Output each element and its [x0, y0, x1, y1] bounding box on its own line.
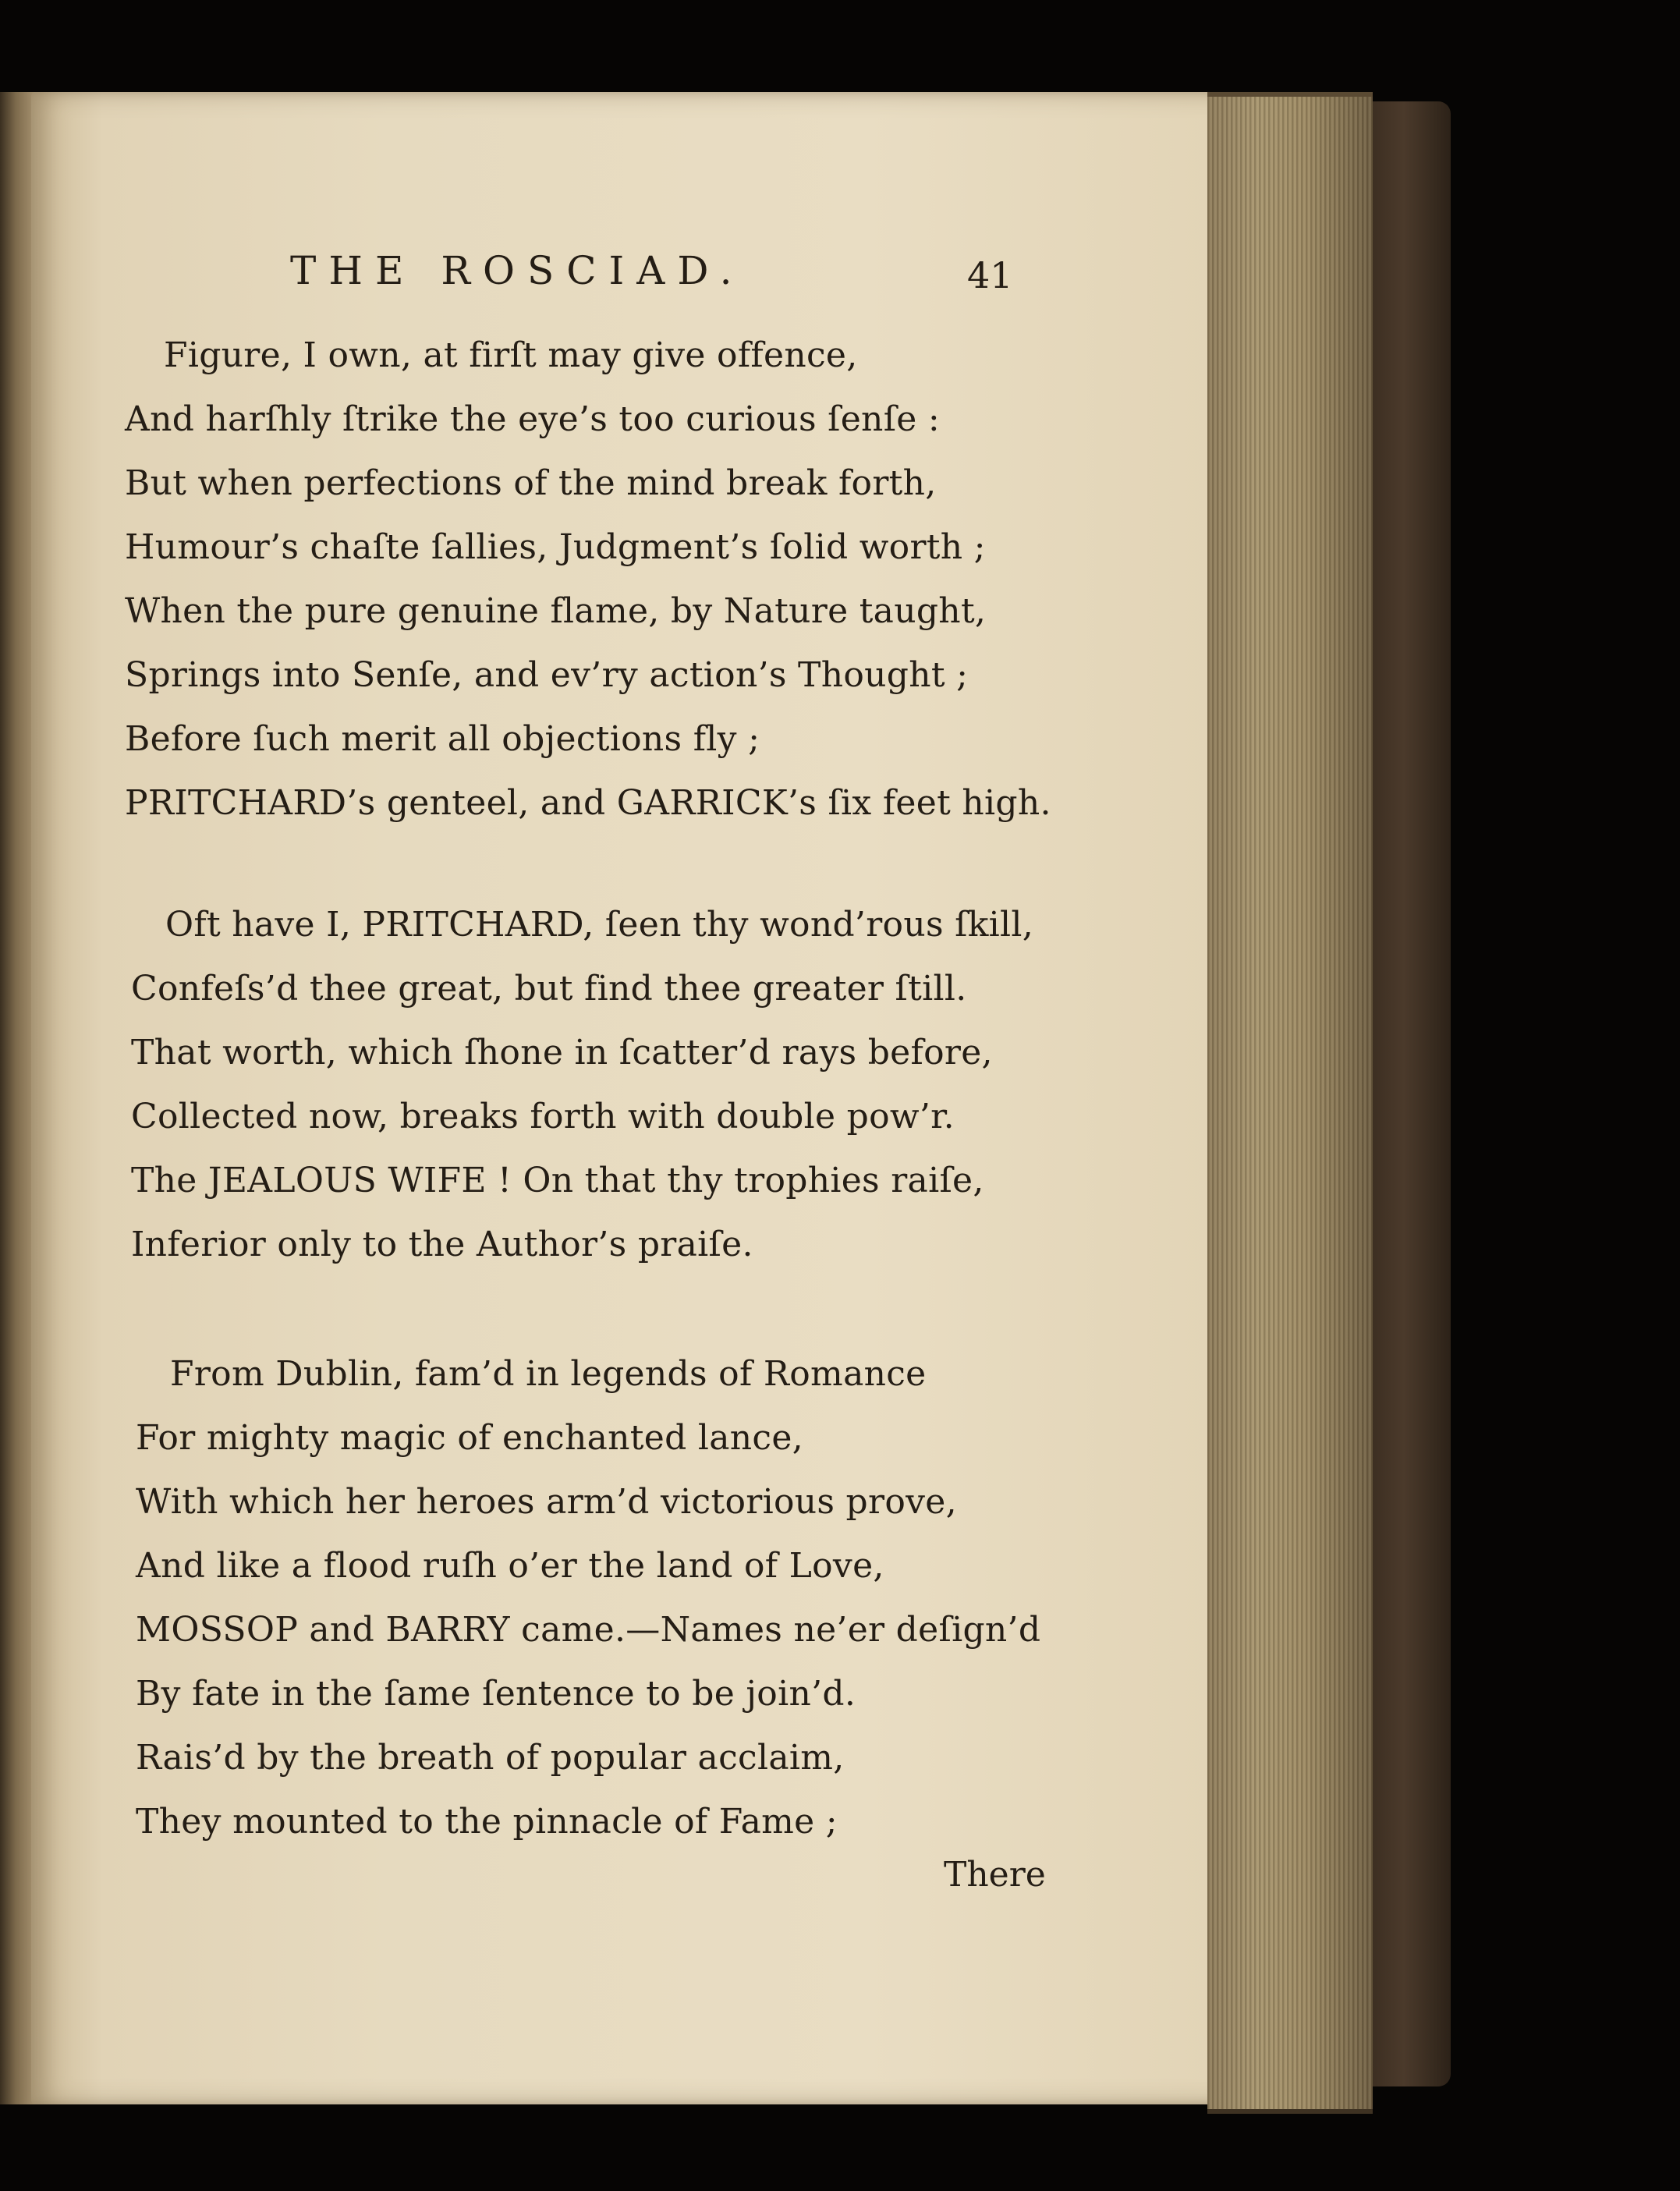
- verse-line: By fate in the ſame ſentence to be join’d.: [136, 1674, 856, 1714]
- verse-line: MOSSOP and BARRY came.—Names ne’er deſign’d: [136, 1610, 1041, 1650]
- verse-line: And like a flood ruſh o’er the land of Love,: [136, 1546, 884, 1586]
- verse-line: But when perfections of the mind break forth,: [125, 463, 937, 503]
- catchword: There: [944, 1855, 1046, 1895]
- verse-line: And harſhly ſtrike the eye’s too curious ſenſe :: [125, 399, 941, 439]
- verse-line: They mounted to the pinnacle of Fame ;: [136, 1802, 838, 1842]
- verse-line: The JEALOUS WIFE ! On that thy trophies raiſe,: [131, 1161, 984, 1200]
- verse-line: Figure, I own, at firſt may give offence,: [164, 335, 858, 375]
- verse-line: For mighty magic of enchanted lance,: [136, 1418, 803, 1458]
- running-title: THE ROSCIAD.: [290, 248, 745, 293]
- verse-line: Springs into Senſe, and ev’ry action’s Thought ;: [125, 655, 969, 695]
- verse-line: When the pure genuine flame, by Nature taught,: [125, 591, 987, 631]
- verse-line: Humour’s chaſte ſallies, Judgment’s ſolid worth ;: [125, 527, 986, 567]
- verse-line: PRITCHARD’s genteel, and GARRICK’s ſix feet high.: [125, 783, 1051, 823]
- verse-line: Rais’d by the breath of popular acclaim,: [136, 1738, 845, 1778]
- verse-line: From Dublin, fam’d in legends of Romance: [170, 1354, 927, 1394]
- verse-line: Confeſs’d thee great, but find thee greater ſtill.: [131, 969, 967, 1009]
- verse-line: With which her heroes arm’d victorious prove,: [136, 1482, 957, 1522]
- verse-line: Before ſuch merit all objections fly ;: [125, 719, 760, 759]
- verse-line: Oft have I, PRITCHARD, ſeen thy wond’rous ſkill,: [165, 905, 1034, 945]
- verse-line: Collected now, breaks forth with double pow’r.: [131, 1097, 955, 1136]
- verse-line: Inferior only to the Author’s praiſe.: [131, 1225, 753, 1264]
- page-number: 41: [967, 254, 1013, 296]
- verse-line: That worth, which ſhone in ſcatter’d rays before,: [131, 1033, 993, 1072]
